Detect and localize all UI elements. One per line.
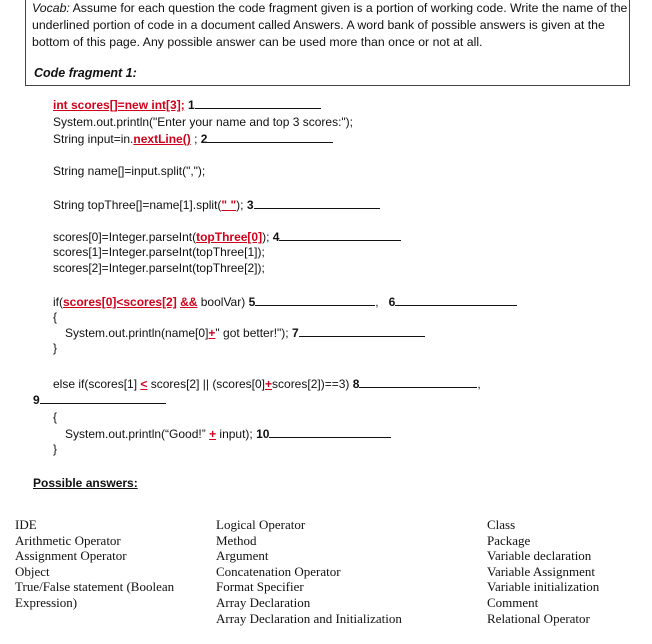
answer-blank-6[interactable] (395, 294, 517, 306)
code-line-4: String name[]=input.split(","); (53, 164, 206, 178)
answer-option: Variable declaration (487, 548, 592, 564)
answer-option: Variable Assignment (487, 563, 595, 579)
code-line-6: scores[0]=Integer.parseInt(topThree[0]); 4 (53, 229, 401, 244)
underline-7: + (208, 326, 216, 340)
answers-column-1 (15, 517, 174, 611)
intro-paragraph (32, 0, 632, 51)
underline-10: + (209, 427, 217, 441)
underline-4: topThree[0] (196, 230, 263, 244)
code-line-10: System.out.println(name[0]+" got better!"); 7 (65, 325, 425, 340)
fragment-title: Code fragment 1: (34, 66, 137, 80)
underline-6: && (180, 295, 198, 309)
answer-blank-2[interactable] (207, 131, 333, 143)
code-line-2: System.out.println("Enter your name and top 3 scores:"); (53, 115, 353, 129)
answer-blank-3[interactable] (254, 197, 380, 209)
answer-option: IDE (15, 517, 37, 532)
intro-text: Assume for each question the code fragment given is a portion of working code. Write the name of the underlined portion of code in a document called Answers. A word bank of possible answers is given at the bottom of this page. Any possible answer can be used more than once or not at all. (32, 1, 628, 49)
answer-option: Method (216, 532, 257, 548)
answer-blank-10[interactable] (269, 426, 391, 438)
code-line-7: scores[1]=Integer.parseInt(topThree[1]); (53, 245, 265, 259)
answer-option: Variable initialization (487, 579, 600, 595)
underline-5: scores[0]<scores[2] (63, 295, 177, 309)
code-line-3: String input=in.nextLine() ; 2 (53, 131, 333, 146)
question-number-8: 8 (352, 377, 360, 391)
underline-1: int scores[]=new int[3]; (53, 98, 185, 112)
answer-option: Package (487, 532, 531, 548)
answers-column-3 (487, 517, 599, 626)
answer-option: Object (15, 563, 50, 579)
question-number-2: 2 (200, 132, 208, 146)
answer-option: Argument (216, 548, 269, 564)
question-number-7: 7 (291, 326, 299, 340)
code-line-11: else if(scores[1] < scores[2] || (scores[0]+scores[2])==3) 8 , (53, 377, 481, 391)
code-line-9: if(scores[0]<scores[2] && boolVar) 5 , 6 (53, 294, 517, 309)
code-line-5: String topThree[]=name[1].split(" "); 3 (53, 197, 380, 212)
answer-option: Expression) (15, 594, 78, 610)
answer-option: Class (487, 517, 516, 532)
question-number-3: 3 (246, 198, 254, 212)
code-line-1 (53, 97, 321, 112)
underline-8: < (140, 377, 148, 391)
answer-option: Format Specifier (216, 579, 304, 595)
brace-open-2: { (53, 410, 58, 424)
answer-option: True/False statement (Boolean (15, 579, 175, 595)
answer-option: Logical Operator (216, 517, 306, 532)
brace-close-1: } (53, 341, 58, 355)
answer-option: Arithmetic Operator (15, 532, 121, 548)
question-number-5: 5 (248, 295, 256, 309)
code-line-12: System.out.println(“Good!” + input); 10 (65, 426, 391, 441)
intro-label: Vocab: (32, 1, 70, 15)
answer-blank-1[interactable] (195, 97, 321, 109)
underline-2: nextLine() (133, 132, 191, 146)
answer-option: Concatenation Operator (216, 563, 341, 579)
question-number-1: 1 (188, 98, 195, 112)
question-number-10: 10 (256, 427, 270, 441)
question-9-row (33, 392, 166, 407)
brace-close-2: } (53, 442, 58, 456)
answers-title: Possible answers: (33, 476, 138, 490)
answer-option: Comment (487, 594, 539, 610)
question-number-4: 4 (272, 230, 280, 244)
answer-blank-5[interactable] (255, 294, 375, 306)
answer-blank-9[interactable] (40, 392, 166, 404)
code-line-8: scores[2]=Integer.parseInt(topThree[2]); (53, 261, 265, 275)
underline-9: + (265, 377, 273, 391)
answers-column-2 (216, 517, 402, 626)
answer-option: Relational Operator (487, 610, 590, 626)
answer-blank-7[interactable] (299, 325, 425, 337)
answer-blank-4[interactable] (279, 229, 401, 241)
question-number-9: 9 (33, 393, 40, 407)
answer-blank-8[interactable] (359, 376, 477, 388)
question-number-6: 6 (388, 295, 396, 309)
underline-3: " " (221, 198, 237, 212)
answer-option: Array Declaration (216, 594, 311, 610)
brace-open-1: { (53, 310, 58, 324)
answer-option: Assignment Operator (15, 548, 127, 564)
answer-option: Array Declaration and Initialization (216, 610, 402, 626)
